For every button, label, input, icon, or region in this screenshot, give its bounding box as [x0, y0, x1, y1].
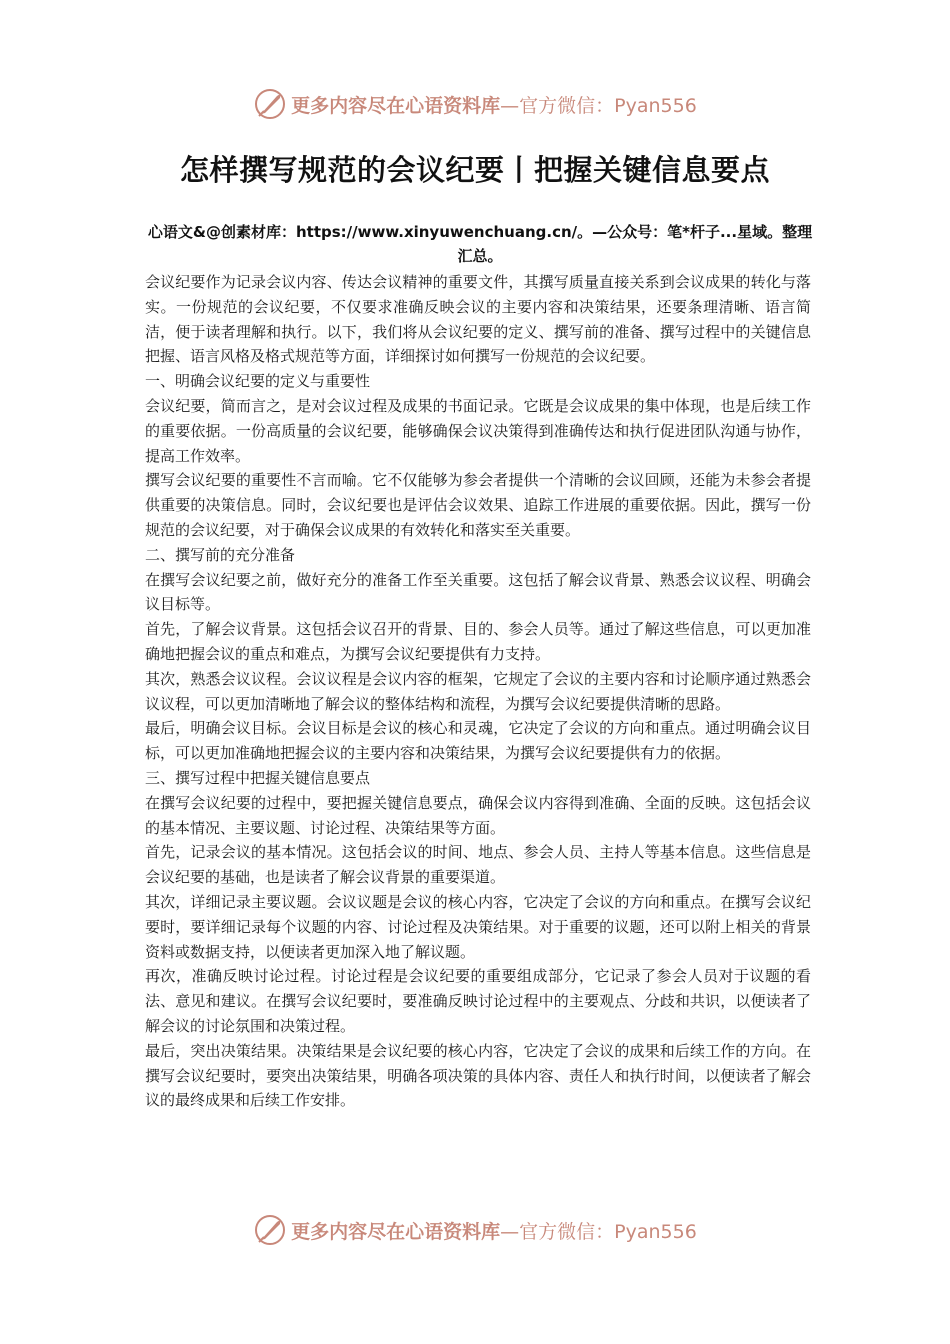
paragraph: 首先，记录会议的基本情况。这包括会议的时间、地点、参会人员、主持人等基本信息。这些信息是会议纪要的基础，也是读者了解会议背景的重要渠道。 — [145, 843, 811, 887]
banner-side-text: —官方微信：Pyan556 — [500, 1220, 697, 1243]
section-heading-1: 一、明确会议纪要的定义与重要性 — [145, 372, 371, 391]
paragraph: 最后，突出决策结果。决策结果是会议纪要的核心内容，它决定了会议的成果和后续工作的方向。在撰写会议纪要时，要突出决策结果，明确各项决策的具体内容、责任人和执行时间，以便读者了解会议的最终成果和后续工作安排。 — [145, 1041, 811, 1110]
section-heading-3: 三、撰写过程中把握关键信息要点 — [145, 768, 371, 787]
article-body — [145, 270, 811, 1113]
paragraph: 首先，了解会议背景。这包括会议召开的背景、目的、参会人员等。通过了解这些信息，可以更加准确地把握会议的重点和难点，为撰写会议纪要提供有力支持。 — [145, 620, 811, 663]
quill-logo-icon — [253, 1213, 287, 1247]
banner-side-text: —官方微信：Pyan556 — [500, 94, 697, 117]
quill-logo-icon — [253, 87, 287, 121]
footer-banner — [0, 1210, 950, 1250]
banner-main-text: 更多内容尽在心语资料库 — [291, 1220, 501, 1243]
paragraph: 最后，明确会议目标。会议目标是会议的核心和灵魂，它决定了会议的方向和重点。通过明确会议目标，可以更加准确地把握会议的主要内容和决策结果，为撰写会议纪要提供有力的依据。 — [145, 719, 811, 763]
paragraph: 其次，详细记录主要议题。会议议题是会议的核心内容，它决定了会议的方向和重点。在撰写会议纪要时，要详细记录每个议题的内容、讨论过程及决策结果。对于重要的议题，还可以附上相关的背景资料或数据支持，以便读者更加深入地了解议题。 — [145, 892, 811, 961]
paragraph: 会议纪要，简而言之，是对会议过程及成果的书面记录。它既是会议成果的集中体现，也是后续工作的重要依据。一份高质量的会议纪要，能够确保会议决策得到准确传达和执行促进团队沟通与协作，提高工作效率。 — [145, 396, 811, 465]
banner-main-text: 更多内容尽在心语资料库 — [291, 94, 501, 117]
paragraph-intro: 会议纪要作为记录会议内容、传达会议精神的重要文件，其撰写质量直接关系到会议成果的转化与落实。一份规范的会议纪要，不仅要求准确反映会议的主要内容和决策结果，还要条理清晰、语言简洁，便于读者理解和执行。以下，我们将从会议纪要的定义、撰写前的准备、撰写过程中的关键信息把握、语言风格及格式规范等方面，详细探讨如何撰写一份规范的会议纪要。 — [145, 273, 811, 366]
source-line: 心语文&@创素材库：https://www.xinyuwenchuang.cn/。—公众号：笔*杆子...星域。整理汇总。 — [147, 223, 813, 265]
paragraph: 撰写会议纪要的重要性不言而喻。它不仅能够为参会者提供一个清晰的会议回顾，还能为未参会者提供重要的决策信息。同时，会议纪要也是评估会议效果、追踪工作进展的重要依据。因此，撰写一份规范的会议纪要，对于确保会议成果的有效转化和落实至关重要。 — [145, 471, 811, 539]
paragraph: 在撰写会议纪要的过程中，要把握关键信息要点，确保会议内容得到准确、全面的反映。这包括会议的基本情况、主要议题、讨论过程、决策结果等方面。 — [145, 793, 811, 837]
header-banner — [0, 84, 950, 124]
paragraph: 其次，熟悉会议议程。会议议程是会议内容的框架，它规定了会议的主要内容和讨论顺序通过熟悉会议议程，可以更加清晰地了解会议的整体结构和流程，为撰写会议纪要提供清晰的思路。 — [145, 669, 811, 713]
page-title: 怎样撰写规范的会议纪要丨把握关键信息要点 — [179, 153, 770, 187]
paragraph: 再次，准确反映讨论过程。讨论过程是会议纪要的重要组成部分，它记录了参会人员对于议题的看法、意见和建议。在撰写会议纪要时，要准确反映讨论过程中的主要观点、分歧和共识，以便读者了解会议的讨论氛围和决策过程。 — [145, 967, 811, 1035]
section-heading-2: 二、撰写前的充分准备 — [145, 545, 296, 564]
paragraph: 在撰写会议纪要之前，做好充分的准备工作至关重要。这包括了解会议背景、熟悉会议议程、明确会议目标等。 — [145, 570, 811, 614]
